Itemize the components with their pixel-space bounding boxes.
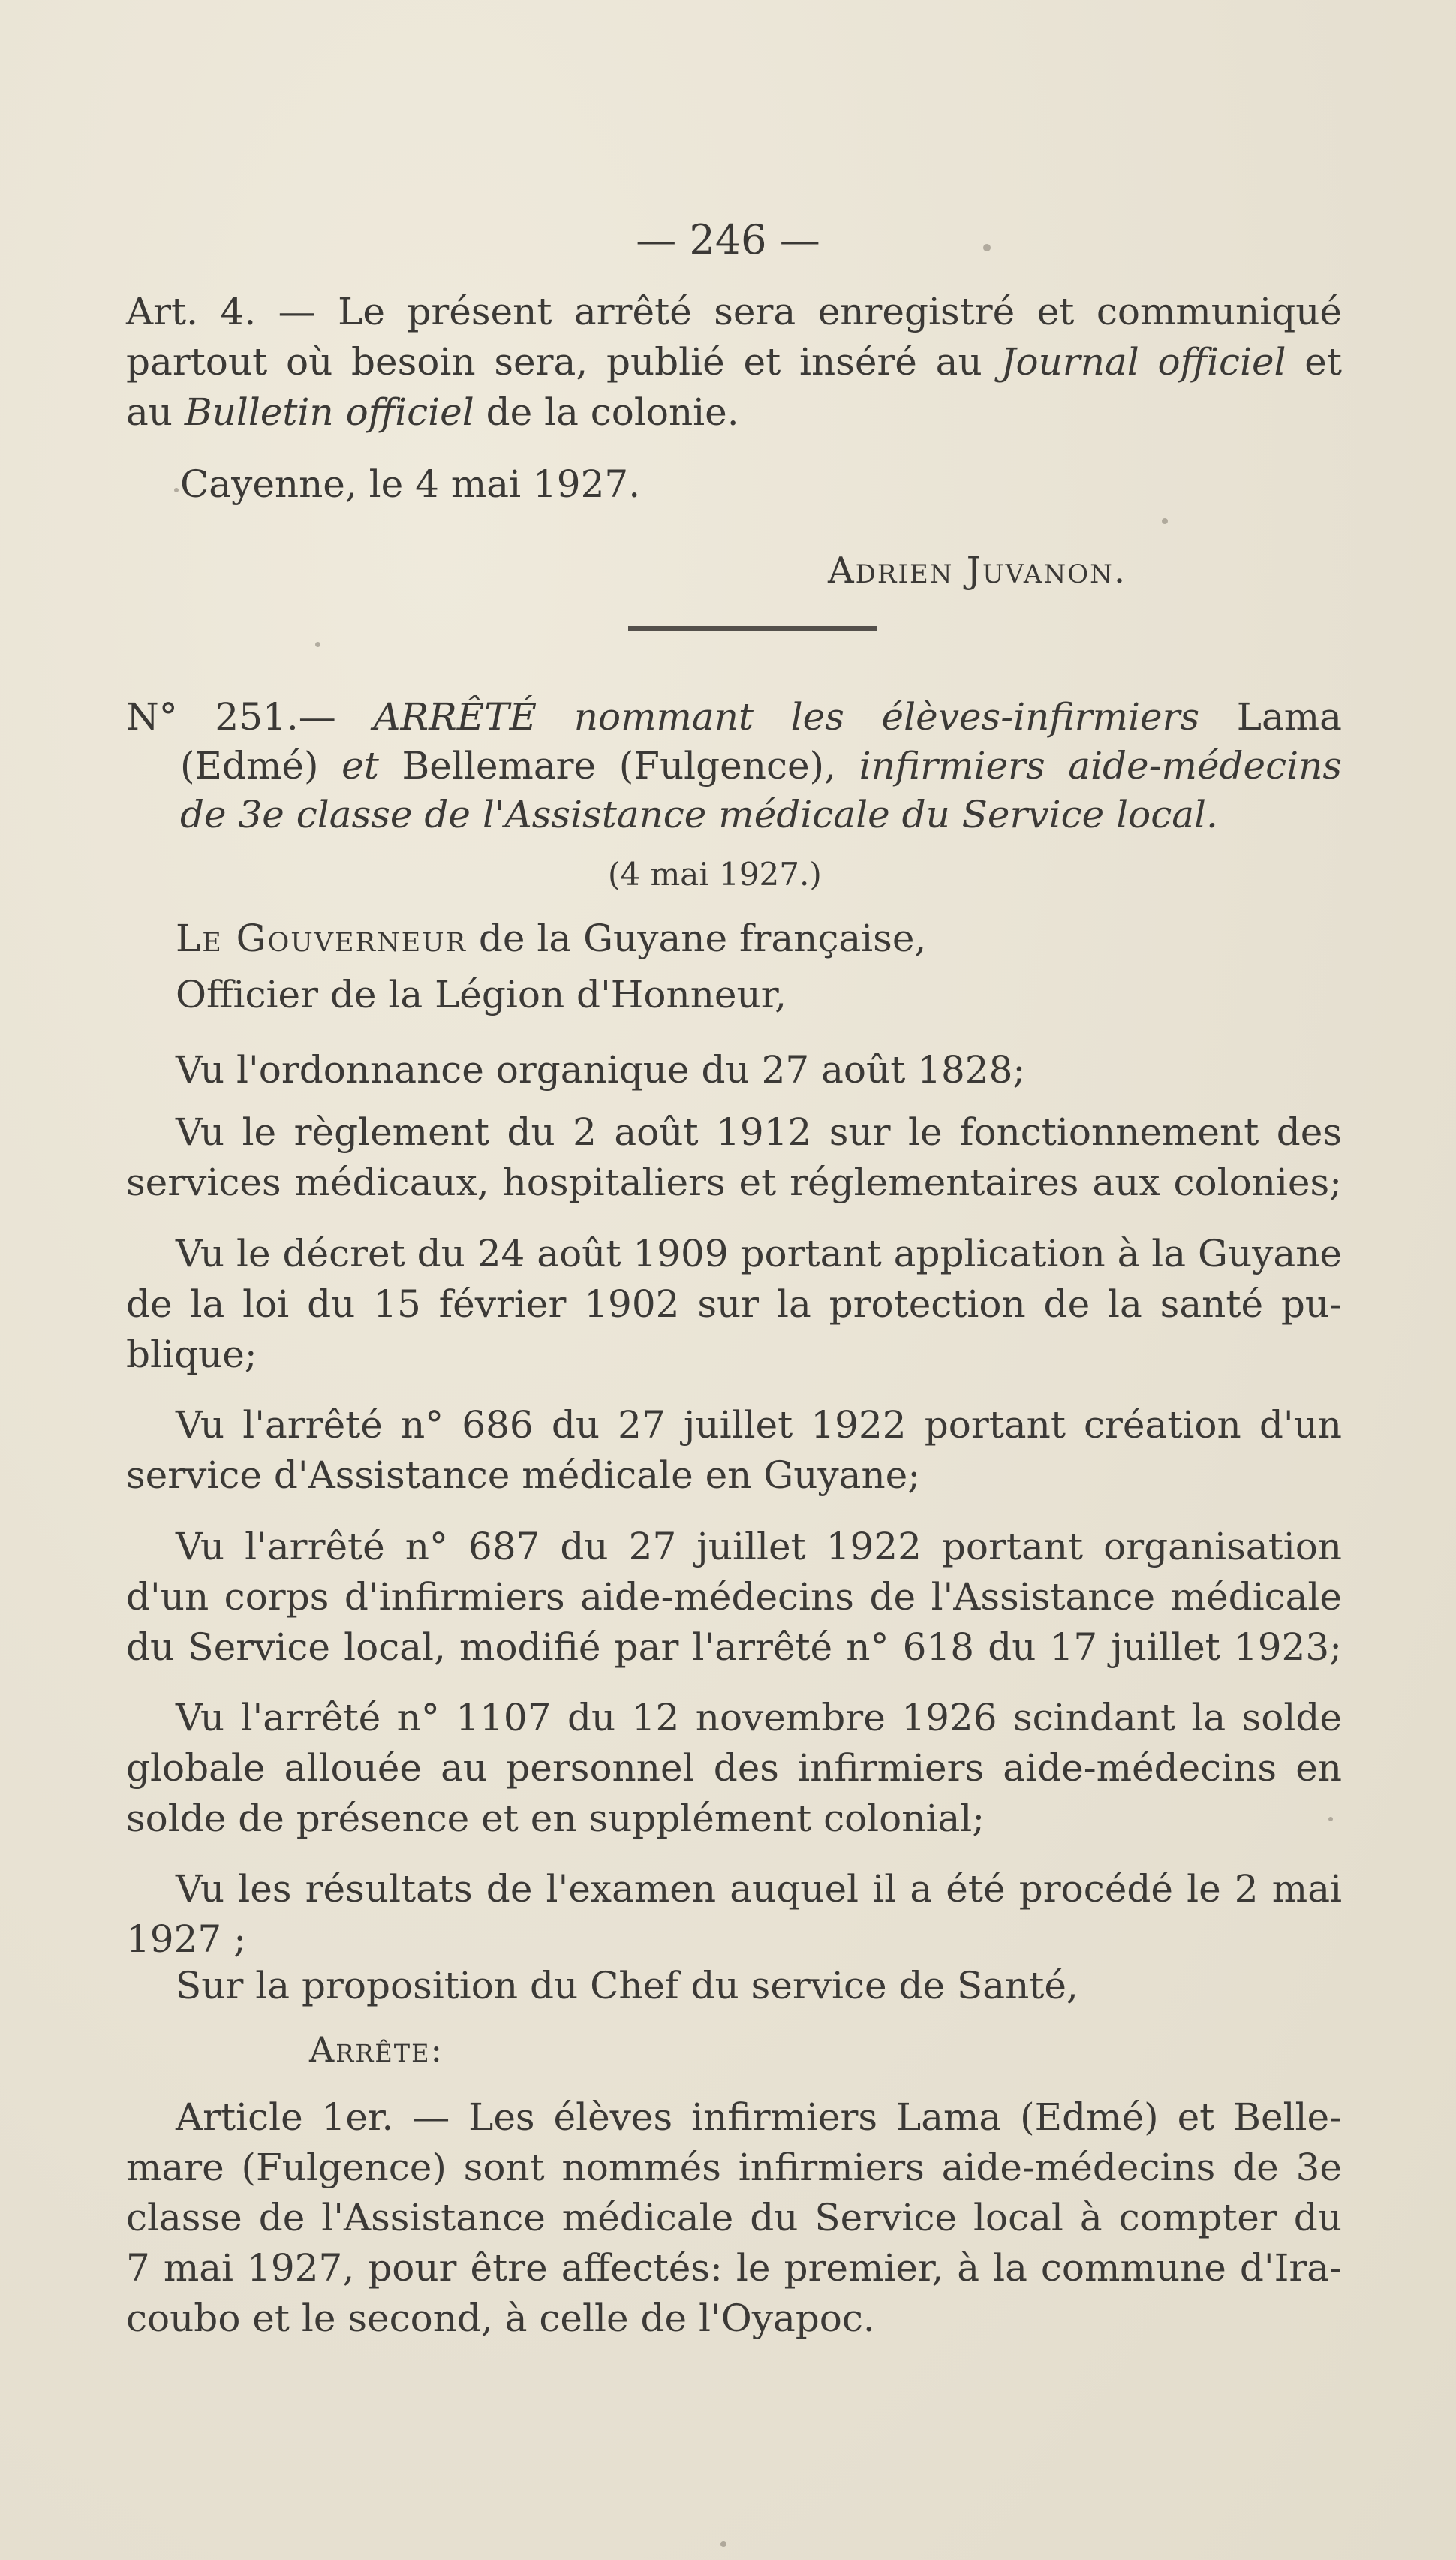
considerant-2-line-2: services médicaux, hospitaliers et réglementaires aux colonies; — [126, 1161, 1342, 1204]
article-1-line-3: classe de l'Assistance médicale du Service local à compter du — [126, 2196, 1342, 2239]
considerant-3-line-2: de la loi du 15 février 1902 sur la protection de la santé pu- — [126, 1282, 1342, 1326]
governor-line-2: Officier de la Légion d'Honneur, — [176, 973, 787, 1016]
page-number: — 246 — — [636, 216, 820, 264]
speck — [1328, 1817, 1333, 1821]
considerant-5-line-1: Vu l'arrêté n° 687 du 27 juillet 1922 portant organisation — [176, 1525, 1342, 1568]
bulletin-officiel: Bulletin officiel — [184, 390, 474, 434]
article-1-line-5: coubo et le second, à celle de l'Oyapoc. — [126, 2296, 875, 2340]
considerant-6-line-2: globale allouée au personnel des infirmiers aide-médecins en — [126, 1746, 1342, 1790]
considerant-1: Vu l'ordonnance organique du 27 août 1828; — [176, 1048, 1026, 1092]
journal-officiel: Journal officiel — [1000, 340, 1286, 384]
considerant-7-line-1: Vu les résultats de l'examen auquel il a été procédé le 2 mai — [176, 1867, 1342, 1911]
signature: Adrien Juvanon. — [828, 550, 1127, 592]
arrete-date: (4 mai 1927.) — [608, 856, 822, 893]
article-1-line-2: mare (Fulgence) sont nommés infirmiers aide-médecins de 3e — [126, 2146, 1342, 2189]
speck — [315, 642, 320, 647]
speck — [174, 488, 179, 492]
arrete-title-line-1: N° 251.— ARRÊTÉ nommant les élèves-infirmiers Lama — [126, 695, 1342, 739]
article-1-line-4: 7 mai 1927, pour être affectés: le premier, à la commune d'Ira- — [126, 2246, 1342, 2290]
art4-line-2: partout où besoin sera, publié et inséré au Journal officiel et — [126, 340, 1342, 384]
place-date: Cayenne, le 4 mai 1927. — [180, 462, 641, 506]
arrete-title-line-2: (Edmé) et Bellemare (Fulgence), infirmiers aide-médecins — [180, 744, 1343, 788]
considerant-6-line-1: Vu l'arrêté n° 1107 du 12 novembre 1926 scindant la solde — [176, 1696, 1342, 1739]
speck — [983, 244, 991, 251]
speck — [1162, 518, 1168, 524]
arrete-label: Arrête: — [309, 2029, 444, 2070]
article-1-line-1: Article 1er. — Les élèves infirmiers Lama (Edmé) et Belle- — [176, 2095, 1342, 2139]
considerant-2-line-1: Vu le règlement du 2 août 1912 sur le fonctionnement des — [176, 1110, 1342, 1154]
art4-line-3: au Bulletin officiel de la colonie. — [126, 390, 739, 434]
considerant-6-line-3: solde de présence et en supplément colonial; — [126, 1797, 985, 1840]
considerant-3-line-1: Vu le décret du 24 août 1909 portant application à la Guyane — [176, 1232, 1342, 1275]
art4-line-1: Art. 4. — Le présent arrêté sera enregistré et communiqué — [126, 290, 1342, 333]
speck — [720, 2541, 726, 2547]
considerant-5-line-3: du Service local, modifié par l'arrêté n° 618 du 17 juillet 1923; — [126, 1625, 1342, 1669]
considerant-3-line-3: blique; — [126, 1333, 257, 1376]
arrete-title-line-3: de 3e classe de l'Assistance médicale du Service local. — [180, 793, 1218, 836]
separator-rule — [628, 626, 877, 631]
considerant-8: Sur la proposition du Chef du service de Santé, — [176, 1964, 1078, 2007]
considerant-7-line-2: 1927 ; — [126, 1917, 246, 1961]
governor-line-1: Le Gouverneur de la Guyane française, — [176, 917, 927, 960]
considerant-4-line-2: service d'Assistance médicale en Guyane; — [126, 1453, 921, 1497]
arrete-number: N° 251.— — [126, 695, 336, 739]
considerant-5-line-2: d'un corps d'infirmiers aide-médecins de l'Assistance médicale — [126, 1575, 1342, 1619]
considerant-4-line-1: Vu l'arrêté n° 686 du 27 juillet 1922 portant création d'un — [176, 1403, 1342, 1447]
